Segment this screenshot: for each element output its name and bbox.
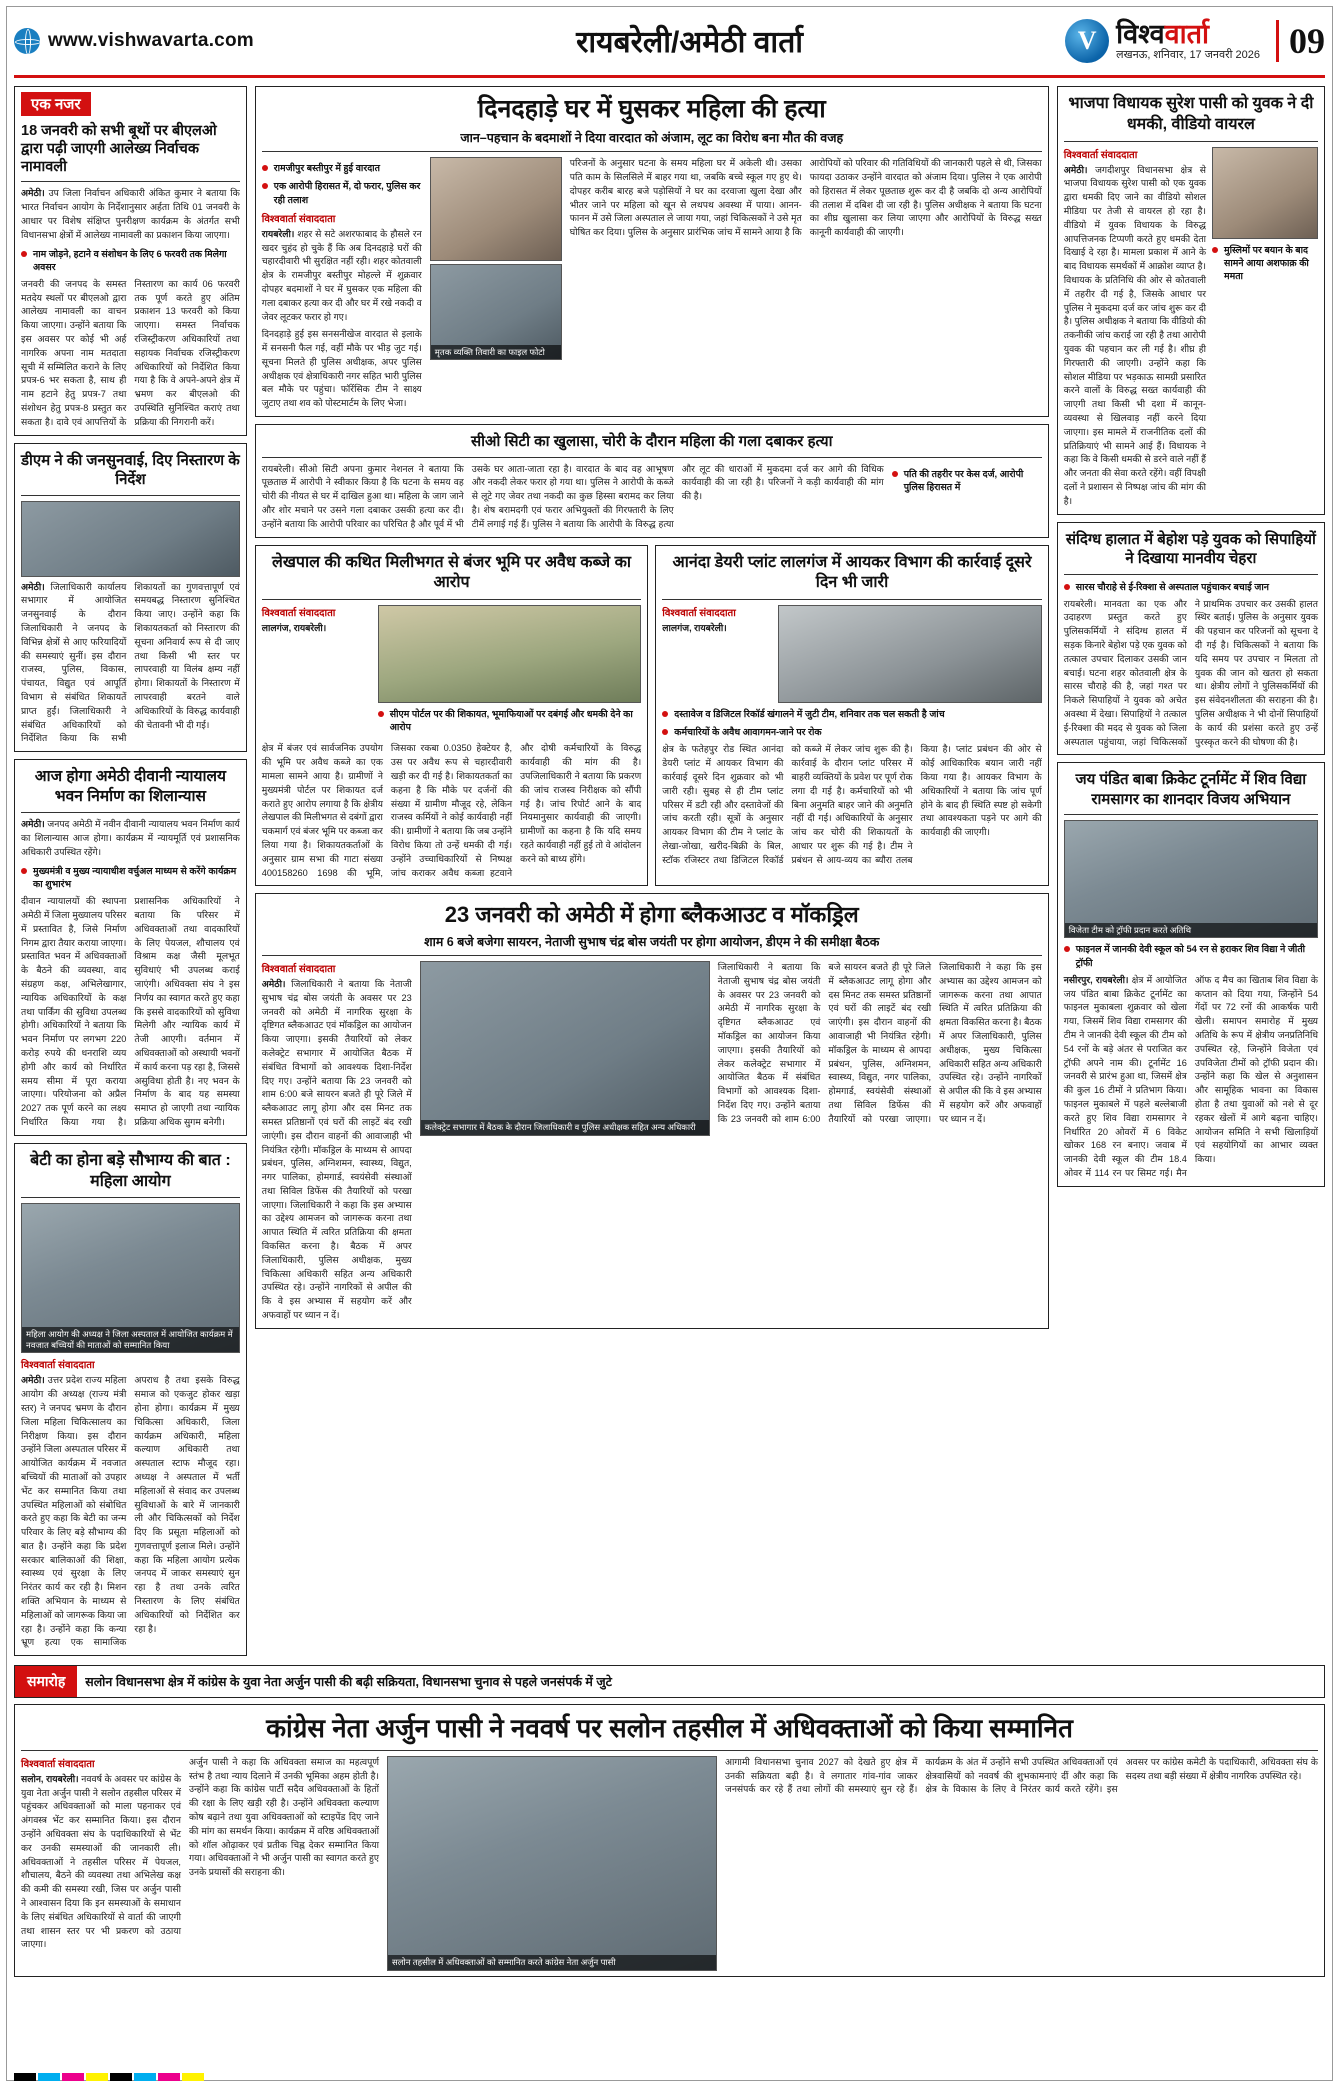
article-body: क्षेत्र में बंजर एवं सार्वजनिक उपयोग की भूमि पर अवैध कब्जे का एक मामला सामने आया है। ग्रामीणों ने मुख्यमंत्री पोर्टल पर शिकायत दर्ज कराते हुए आरोप लगाया है कि क्षेत्रीय लेखपाल की मिलीभगत से दबंगों द्वारा चकमार्ग एवं बंजर भूमि पर कब्जा कर लिया गया है। शिकायतकर्ताओं के अनुसार ग्राम सभा की गाटा संख्या 400158260 1698 की भूमि, जिसका रकबा 0.0350 हेक्टेयर है, उस पर अवैध रूप से चहारदीवारी खड़ी कर दी गई है। शिकायतकर्ता का कहना है कि मौके पर दर्जनों की संख्या में ग्रामीण मौजूद रहे, लेकिन राजस्व कर्मियों ने कोई कार्यवाही नहीं की। ग्रामीणों ने बताया कि जब उन्होंने विरोध किया तो उन्हें धमकी दी गई। उन्होंने उच्चाधिकारियों से निष्पक्ष जांच कराकर अवैध कब्जा हटवाने और दोषी कर्मचारियों के विरुद्ध कार्यवाही की मांग की है। उपजिलाधिकारी ने बताया कि प्रकरण की जांच राजस्व निरीक्षक को सौंपी गई है। जांच रिपोर्ट आने के बाद नियमानुसार कार्यवाही की जाएगी। ग्रामीणों का कहना है कि यदि समय रहते कार्यवाही नहीं हुई तो वे आंदोलन करने को बाध्य होंगे।: [261, 743, 642, 878]
headline: 23 जनवरी को अमेठी में होगा ब्लैकआउट व मॉकड्रिल: [444, 902, 859, 928]
text-column: [570, 157, 1042, 411]
headline: कांग्रेस नेता अर्जुन पासी ने नववर्ष पर सलोन तहसील में अधिवक्ताओं को किया सम्मानित: [266, 1713, 1073, 1744]
lead-paragraph: [21, 818, 240, 859]
article-body-2: दिनदहाड़े हुई इस सनसनीखेज वारदात से इलाके में सनसनी फैल गई, वहीं मौके पर भीड़ जुट गई। सूचना मिलते ही पुलिस अधीक्षक, अपर पुलिस अधीक्षक एवं क्षेत्राधिकारी नगर सहित भारी पुलिस बल मौके पर पहुंचा। फॉरेंसिक टीम ने साक्ष्य जुटाए तथा शव को पोस्टमार्टम के लिए भेजा।: [261, 329, 422, 409]
list-item: सीएम पोर्टल पर की शिकायत, भूमाफियाओं पर दबंगई और धमकी देने का आरोप: [378, 707, 641, 733]
swatch-black-2: [110, 2073, 132, 2081]
body-text: उत्तर प्रदेश राज्य महिला आयोग की अध्यक्ष (राज्य मंत्री स्तर) ने जनपद भ्रमण के दौरान जिला महिला चिकित्सालय का निरीक्षण किया। इस दौरान उन्होंने जिला अस्पताल परिसर में आयोजित कार्यक्रम में नवजात बच्चियों की माताओं को उपहार भेंट कर सम्मानित किया तथा उपस्थित महिलाओं को संबोधित करते हुए कहा कि बेटी का जन्म परिवार के लिए बड़े सौभाग्य की बात है। उन्होंने कहा कि प्रदेश सरकार बालिकाओं की शिक्षा, स्वास्थ्य एवं सुरक्षा के लिए निरंतर कार्य कर रही है। मिशन शक्ति अभियान के माध्यम से महिलाओं को जागरूक किया जा रहा है। उन्होंने कहा कि कन्या भ्रूण हत्या एक सामाजिक अपराध है तथा इसके विरुद्ध समाज को एकजुट होकर खड़ा होना होगा। कार्यक्रम में मुख्य चिकित्सा अधिकारी, जिला कार्यक्रम अधिकारी, महिला कल्याण अधिकारी तथा अस्पताल स्टाफ मौजूद रहा। अध्यक्ष ने अस्पताल में भर्ती महिलाओं से संवाद कर उपलब्ध सुविधाओं के बारे में जानकारी ली और चिकित्सकों को निर्देश दिए कि प्रसूता महिलाओं को गुणवत्तापूर्ण इलाज मिले। उन्होंने कहा कि महिला आयोग प्रत्येक जनपद में जाकर समस्याएं सुन रहा है तथा उनके त्वरित निस्तारण के लिए संबंधित अधिकारियों को निर्देशित कर रहा है।: [21, 1375, 240, 1648]
page-content: [14, 86, 1325, 1663]
photo-caption: कलेक्ट्रेट सभागार में बैठक के दौरान जिलाधिकारी व पुलिस अधीक्षक सहित अन्य अधिकारी: [421, 1120, 709, 1135]
article-layout: [262, 961, 1042, 1323]
bullet-column: [892, 463, 1042, 532]
two-article-row: [255, 545, 1049, 894]
logo-icon: V: [1065, 19, 1109, 63]
divider: [262, 955, 1042, 956]
byline: विश्ववार्ता संवाददाता: [261, 213, 336, 225]
article-ananda-dairy: [655, 545, 1048, 887]
dateline-wrap: [662, 622, 772, 636]
globe-icon: [14, 28, 40, 54]
figure-row: [21, 501, 240, 577]
bullet-list: [892, 467, 1042, 493]
masthead: [14, 10, 1325, 78]
article-body: जनवरी की जनपद के समस्त मतदेय स्थलों पर बीएलओ द्वारा आलेख्य नामावली का वाचन किया जाएगा। उन्होंने बताया कि इस अवसर पर कोई भी अर्ह नागरिक अपना नाम मतदाता सूची में सम्मिलित कराने के लिए प्रपत्र-6 भर सकता है, साथ ही नाम हटाने हेतु प्रपत्र-7 तथा संशोधन हेतु प्रपत्र-8 प्रस्तुत कर सकता है। दावे एवं आपत्तियों के निस्तारण का कार्य 06 फरवरी तक पूर्ण करते हुए अंतिम प्रकाशन 13 फरवरी को किया जाएगा। समस्त निर्वाचक रजिस्ट्रीकरण अधिकारियों तथा सहायक निर्वाचक रजिस्ट्रीकरण अधिकारियों को निर्देशित किया गया है कि वे अपने-अपने क्षेत्र में भ्रमण कर बीएलओ की उपस्थिति सुनिश्चित कराएं तथा प्रक्रिया की निगरानी करें।: [21, 278, 240, 427]
dateline-wrap: [262, 622, 372, 636]
list-item: सारस चौराहे से ई-रिक्शा से अस्पताल पहुंचाकर बचाई जान: [1064, 580, 1318, 593]
masthead-right: [1065, 19, 1325, 63]
bullet-list: [1212, 243, 1318, 282]
meta-column: [662, 605, 772, 703]
body-text: [262, 978, 412, 1323]
body-part: जिलाधिकारी ने बताया कि नेताजी सुभाष चंद्र बोस जयंती के अवसर पर 23 जनवरी को अमेठी में नागरिक सुरक्षा के दृष्टिगत ब्लैकआउट एवं मॉकड्रिल का आयोजन किया जाएगा। इसकी तैयारियों को लेकर कलेक्ट्रेट सभागार में आयोजित बैठक में संबंधित विभागों को आवश्यक दिशा-निर्देश दिए गए। उन्होंने बताया कि 23 जनवरी को शाम 6:00 बजे सायरन बजते ही पूरे जिले में ब्लैकआउट लागू होगा और दस मिनट तक समस्त प्रतिष्ठानों एवं घरों की लाइटें बंद रखी जाएंगी। इस दौरान वाहनों की आवाजाही भी नियंत्रित रहेगी। मॉकड्रिल के माध्यम से आपदा प्रबंधन, पुलिस, अग्निशमन, स्वास्थ्य, विद्युत, नगर पालिका, होमगार्ड, स्वयंसेवी संस्थाओं तथा सिविल डिफेंस की तैयारियों को परखा जाएगा। जिलाधिकारी ने कहा कि इस अभ्यास का उद्देश्य आमजन को जागरूक करना तथा आपात स्थिति में त्वरित प्रतिक्रिया की क्षमता विकसित करना है। बैठक में अपर जिलाधिकारी, पुलिस अधीक्षक, मुख्य चिकित्सा अधिकारी सहित अन्य अधिकारी उपस्थित रहे। उन्होंने नागरिकों से अपील की कि वे इस अभ्यास में सहयोग करें और अफवाहों पर ध्यान न दें।: [261, 978, 412, 1321]
photo-caption: विजेता टीम को ट्रॉफी प्रदान करते अतिथि: [1065, 923, 1317, 938]
divider: [21, 495, 240, 496]
article-layout: [262, 463, 1042, 532]
swatch-cyan-2: [134, 2073, 156, 2081]
swatch-magenta: [62, 2073, 84, 2081]
list-item: एक आरोपी हिरासत में, दो फरार, पुलिस कर रही तलाश: [262, 179, 422, 205]
divider: [1064, 814, 1318, 815]
list-item: पति की तहरीर पर केस दर्ज, आरोपी पुलिस हिरासत में: [892, 467, 1042, 493]
edition-line: लखनऊ, शनिवार, 17 जनवरी 2026: [1116, 48, 1260, 61]
article-blackout: [255, 893, 1049, 1328]
list-item: मुस्लिमों पर बयान के बाद सामने आया अशफाक़ की ममता: [1212, 243, 1318, 282]
article-lekhpal: [255, 545, 648, 887]
color-registration-bar: [14, 2073, 204, 2081]
dateline: अमेठी।: [261, 978, 286, 989]
article-court-building: [14, 759, 247, 1136]
divider: [262, 599, 641, 600]
body-text: शहर से सटे अशरफाबाद के हौसले रन खदर चुहंद हो चुके हैं कि अब दिनदहाड़े घरों की चहारदीवारी भी सुरक्षित नहीं रही। शहर कोतवाली क्षेत्र के रामजीपुर बस्तीपुर मोहल्ले में शुक्रवार दोपहर बदमाशों ने घर में घुसकर एक महिला की गला दबाकर हत्या कर दी और घर में रखे नकदी व जेवर लूटकर फरार हो गए।: [261, 228, 422, 322]
headline: आज होगा अमेठी दीवानी न्यायालय भवन निर्माण का शिलान्यास: [34, 768, 227, 806]
headline: संदिग्ध हालात में बेहोश पड़े युवक को सिपाहियों ने दिखाया मानवीय चेहरा: [1065, 530, 1316, 568]
headline: बेटी का होना बड़े सौभाग्य की बात : महिला आयोग: [30, 1151, 231, 1190]
bullet-list: [378, 707, 641, 733]
bullet-list: [21, 247, 240, 273]
headline: आनंदा डेयरी प्लांट लालगंज में आयकर विभाग की कार्रवाई दूसरे दिन भी जारी: [672, 553, 1032, 592]
byline: विश्ववार्ता संवाददाता: [21, 1758, 95, 1770]
article-layout: [262, 605, 641, 738]
figure-column: [778, 605, 1041, 703]
article-body-1: [262, 228, 422, 325]
article-body: जिलाधिकारी ने बताया कि नेताजी सुभाष चंद्र बोस जयंती के अवसर पर 23 जनवरी को अमेठी में नागरिक सुरक्षा के दृष्टिगत ब्लैकआउट एवं मॉकड्रिल का आयोजन किया जाएगा। इसकी तैयारियों को लेकर कलेक्ट्रेट सभागार में आयोजित बैठक में संबंधित विभागों को आवश्यक दिशा-निर्देश दिए गए। उन्होंने बताया कि 23 जनवरी को शाम 6:00 बजे सायरन बजते ही पूरे जिले में ब्लैकआउट लागू होगा और दस मिनट तक समस्त प्रतिष्ठानों एवं घरों की लाइटें बंद रखी जाएंगी। इस दौरान वाहनों की आवाजाही भी नियंत्रित रहेगी। मॉकड्रिल के माध्यम से आपदा प्रबंधन, पुलिस, अग्निशमन, स्वास्थ्य, विद्युत, नगर पालिका, होमगार्ड, स्वयंसेवी संस्थाओं तथा सिविल डिफेंस की तैयारियों को परखा जाएगा। जिलाधिकारी ने कहा कि इस अभ्यास का उद्देश्य आमजन को जागरूक करना तथा आपात स्थिति में त्वरित प्रतिक्रिया की क्षमता विकसित करना है। बैठक में अपर जिलाधिकारी, पुलिस अधीक्षक, मुख्य चिकित्सा अधिकारी सहित अन्य अधिकारी उपस्थित रहे। उन्होंने नागरिकों से अपील की कि वे इस अभ्यास में सहयोग करें और अफवाहों पर ध्यान न दें।: [717, 961, 1042, 1124]
article-body-2: अर्जुन पासी ने कहा कि अधिवक्ता समाज का महत्वपूर्ण स्तंभ है तथा न्याय दिलाने में उनकी भूमिका अहम होती है। उन्होंने कहा कि कांग्रेस पार्टी सदैव अधिवक्ताओं के हितों की रक्षा के लिए खड़ी रही है। उन्होंने अधिवक्ता कल्याण कोष बढ़ाने तथा युवा अधिवक्ताओं को स्टाइपेंड दिए जाने की मांग का समर्थन किया। कार्यक्रम में वरिष्ठ अधिवक्ताओं को शॉल ओढ़ाकर एवं प्रतीक चिह्न देकर सम्मानित किया गया। अधिवक्ताओं ने भी अर्जुन पासी का स्वागत करते हुए उनके प्रयासों की सराहना की।: [189, 1756, 379, 1878]
article-dm-jansunwai: [14, 443, 247, 753]
middle-column: [255, 86, 1049, 1663]
article-body: क्षेत्र के फतेहपुर रोड स्थित आनंदा डेयरी प्लांट में आयकर विभाग की कार्रवाई दूसरे दिन शुक्रवार को भी जारी रही। सुबह से ही टीम प्लांट परिसर में डटी रही और दस्तावेजों की जांच करती रही। सूत्रों के अनुसार आयकर विभाग की टीम ने प्लांट के लेखा-जोखा, खरीद-बिक्री के बिल, स्टॉक रजिस्टर तथा डिजिटल रिकॉर्ड को कब्जे में लेकर जांच शुरू की है। कार्रवाई के दौरान प्लांट परिसर में बाहरी व्यक्तियों के प्रवेश पर पूर्ण रोक लगा दी गई है। कर्मचारियों को भी बिना अनुमति बाहर जाने की अनुमति नहीं दी गई। अधिकारियों के अनुसार जांच कर चोरी की शिकायतों के आधार पर शुरू की गई है। टीम ने प्रबंधन से आय-व्यय का ब्यौरा तलब किया है। प्लांट प्रबंधन की ओर से कोई आधिकारिक बयान जारी नहीं किया गया है। आयकर विभाग के अधिकारियों ने बताया कि जांच पूर्ण होने के बाद ही स्थिति स्पष्ट हो सकेगी तथा आवश्यकता पड़ने पर आगे की कार्यवाही की जाएगी।: [662, 744, 1042, 865]
dateline: अमेठी।: [21, 188, 45, 199]
crime-scene-photo: [430, 264, 562, 360]
photo-caption: सलोन तहसील में अधिवक्ताओं को सम्मानित करते कांग्रेस नेता अर्जुन पासी: [388, 1955, 716, 1970]
figure-column: [1212, 147, 1318, 509]
page-title: रायबरेली/अमेठी वार्ता: [576, 26, 804, 59]
body-text: जिलाधिकारी कार्यालय सभागार में आयोजित जनसुनवाई के दौरान जिलाधिकारी ने जनपद के विभिन्न क्षेत्रों से आए फरियादियों की समस्याएं सुनीं। इस दौरान राजस्व, पुलिस, विकास, पंचायत, विद्युत एवं आपूर्ति विभाग से संबंधित शिकायतें प्राप्त हुईं। जिलाधिकारी ने संबंधित अधिकारियों को निर्देशित किया कि सभी शिकायतों का गुणवत्तापूर्ण एवं समयबद्ध निस्तारण सुनिश्चित किया जाए। उन्होंने कहा कि शिकायतकर्ता को निस्तारण की सूचना अनिवार्य रूप से दी जाए तथा किसी भी स्तर पर लापरवाही या विलंब क्षम्य नहीं होगा। शिकायतों के निस्तारण में लापरवाही बरतने वाले अधिकारियों के विरुद्ध कार्यवाही की चेतावनी भी दी गई।: [21, 581, 240, 744]
bullet-list: [1064, 580, 1318, 593]
subheadline: जान–पहचान के बदमाशों ने दिया वारदात को अंजाम, लूट का विरोध बना मौत की वजह: [460, 131, 844, 146]
strip-tag: समारोह: [15, 1666, 77, 1697]
article-body: [21, 581, 240, 747]
dateline: लालगंज, रायबरेली।: [261, 623, 327, 634]
page-number: 09: [1276, 20, 1325, 62]
brand-name: विश्ववार्ता: [1116, 18, 1210, 49]
article-bjp-mla: [1057, 86, 1325, 515]
article-ceo-city: [255, 424, 1049, 537]
body-text: क्षेत्र में आयोजित जय पंडित बाबा क्रिकेट टूर्नामेंट का फाइनल मुकाबला शुक्रवार को खेला गया, जिसमें शिव विद्या रामसागर की टीम ने जानकी देवी स्कूल की टीम को 54 रनों के बड़े अंतर से पराजित कर ट्रॉफी अपने नाम की। टूर्नामेंट 16 जनवरी से प्रारंभ हुआ था, जिसमें क्षेत्र की कुल 16 टीमों ने प्रतिभाग किया। फाइनल मुकाबले में पहले बल्लेबाजी करते हुए शिव विद्या रामसागर ने निर्धारित 20 ओवरों में 6 विकेट खोकर 168 रन बनाए। जवाब में जानकी देवी स्कूल की टीम 18.4 ओवर में 114 रन पर सिमट गई। मैन ऑफ द मैच का खिताब शिव विद्या के कप्तान को दिया गया, जिन्होंने 54 गेंदों पर 72 रनों की आकर्षक पारी खेली। समापन समारोह में मुख्य अतिथि के रूप में क्षेत्रीय जनप्रतिनिधि उपस्थित रहे, जिन्होंने विजेता एवं उपविजेता टीमों को ट्रॉफी प्रदान की। उन्होंने कहा कि खेल से अनुशासन और सामूहिक भावना का विकास होता है तथा युवाओं को नशे से दूर रहकर खेलों में आगे बढ़ना चाहिए। आयोजन समिति ने सभी खिलाड़ियों एवं सहयोगियों का आभार व्यक्त किया।: [1063, 974, 1318, 1178]
byline: विश्ववार्ता संवाददाता: [261, 608, 336, 620]
dateline: रायबरेली।: [261, 228, 295, 239]
swatch-yellow: [86, 2073, 108, 2081]
article-cricket: [1057, 762, 1325, 1186]
divider: [262, 457, 1042, 458]
headline: सीओ सिटी का खुलासा, चोरी के दौरान महिला की गला दबाकर हत्या: [470, 433, 833, 451]
headline: डीएम ने की जनसुनवाई, दिए निस्तारण के निर्देश: [21, 451, 240, 489]
bullet-list: [262, 161, 422, 205]
divider: [262, 151, 1042, 152]
article-photo: [378, 605, 641, 703]
article-photo: [387, 1756, 717, 1971]
article-layout: [21, 1756, 1318, 1971]
photo-caption: मृतक व्यक्ति तिवारी का फाइल फोटो: [431, 345, 561, 360]
swatch-yellow-2: [182, 2073, 204, 2081]
logo-text: [1116, 20, 1260, 62]
article-arjun-pasi: [14, 1704, 1325, 1977]
article-layout: [262, 157, 1042, 411]
text-column-2: [725, 1756, 1318, 1971]
article-photo: [778, 605, 1041, 703]
figure-column: [378, 605, 641, 738]
article-body-3: परिजनों के अनुसार घटना के समय महिला घर में अकेली थी। उसका पति काम के सिलसिले में बाहर गया था, जबकि बच्चे स्कूल गए हुए थे। दोपहर करीब बारह बजे पड़ोसियों ने घर का दरवाजा खुला देखा और भीतर जाने पर महिला को खून से लथपथ अवस्था में पाया। आनन-फानन में उसे जिला अस्पताल ले जाया गया, जहां चिकित्सकों ने उसे मृत घोषित कर दिया। पुलिस के अनुसार प्रारंभिक जांच में सामने आया है कि आरोपियों को परिवार की गतिविधियों की जानकारी पहले से थी, जिसका फायदा उठाकर उन्होंने वारदात को अंजाम दिया। पुलिस ने एक आरोपी को हिरासत में लेकर पूछताछ शुरू कर दी है जबकि दो अन्य आरोपियों की तलाश में दबिश दी जा रही है। पुलिस अधीक्षक ने बताया कि घटना का शीघ्र खुलासा कर लिया जाएगा और आरोपियों के विरुद्ध सख्त कानूनी कार्यवाही की जाएगी।: [569, 158, 1042, 238]
list-item: नाम जोड़ने, हटाने व संशोधन के लिए 6 फरवरी तक मिलेगा अवसर: [21, 247, 240, 273]
subheadline: शाम 6 बजे बजेगा सायरन, नेताजी सुभाष चंद्र बोस जयंती पर होगा आयोजन, डीएम ने की समीक्षा बैठक: [424, 934, 880, 949]
figure-column: [387, 1756, 717, 1971]
dateline: अमेठी।: [21, 581, 45, 592]
strip-text: सलोन विधानसभा क्षेत्र में कांग्रेस के युवा नेता अर्जुन पासी की बढ़ी सक्रियता, विधानसभा चुनाव से पहले जनसंपर्क में जुटे: [85, 1675, 612, 1690]
text-column: [1064, 147, 1206, 509]
masthead-left: [14, 28, 314, 54]
mla-photo: [1212, 147, 1318, 239]
article-body-3: आगामी विधानसभा चुनाव 2027 को देखते हुए क्षेत्र में उनकी सक्रियता बढ़ी है। वे लगातार गांव-गांव जाकर जनसंपर्क कर रहे हैं तथा लोगों की समस्याएं सुन रहे हैं। कार्यक्रम के अंत में उन्होंने सभी उपस्थित अधिवक्ताओं एवं क्षेत्रवासियों को नववर्ष की शुभकामनाएं दीं और कहा कि क्षेत्र के विकास के लिए वे निरंतर कार्य करते रहेंगे। इस अवसर पर कांग्रेस कमेटी के पदाधिकारी, अधिवक्ता संघ के सदस्य तथा बड़ी संख्या में क्षेत्रीय नागरिक उपस्थित रहे।: [725, 1756, 1318, 1795]
article-photo: [21, 501, 240, 577]
bullet-list: [662, 707, 1041, 738]
meta-column: [262, 605, 372, 738]
swatch-magenta-2: [158, 2073, 180, 2081]
article-photo: [21, 1203, 240, 1353]
divider: [21, 812, 240, 813]
article-body: दीवान न्यायालयों की स्थापना अमेठी में जिला मुख्यालय परिसर में प्रस्तावित है, जिसे निर्माण निगम द्वारा तैयार कराया जाएगा। प्रस्तावित भवन में अधिवक्ताओं के बैठने की व्यवस्था, वाद संग्रहण कक्ष, अभिलेखागार, न्यायिक अधिकारियों के कक्ष तथा पार्किंग की सुविधा उपलब्ध होगी। अधिकारियों ने बताया कि भवन निर्माण पर लगभग 220 करोड़ रुपये की धनराशि व्यय होगी और कार्य को निर्धारित समय सीमा में पूरा कराया जाएगा। परियोजना को अप्रैल 2027 तक पूर्ण करने का लक्ष्य निर्धारित किया गया है। प्रशासनिक अधिकारियों ने बताया कि परिसर में अधिवक्ताओं तथा वादकारियों के लिए पेयजल, शौचालय एवं विश्राम कक्ष जैसी मूलभूत सुविधाएं भी उपलब्ध कराई जाएंगी। अधिवक्ता संघ ने इस निर्णय का स्वागत करते हुए कहा कि इससे वादकारियों को सुविधा मिलेगी और न्यायिक कार्य में तेजी आएगी। वर्तमान में अधिवक्ताओं को अस्थायी भवनों में कार्य करना पड़ रहा है, जिससे असुविधा होती है। नए भवन के निर्माण के बाद यह समस्या समाप्त हो जाएगी तथा न्यायिक प्रक्रिया अधिक सुगम बनेगी।: [21, 896, 240, 1127]
byline: विश्ववार्ता संवाददाता: [662, 608, 736, 620]
article-ek-nazar: [14, 86, 247, 436]
figure-column: [420, 961, 710, 1323]
divider: [21, 1197, 240, 1198]
article-body: [1064, 974, 1318, 1181]
list-item: फाइनल में जानकी देवी स्कूल को 54 रन से हराकर शिव विद्या ने जीती ट्रॉफी: [1064, 942, 1318, 968]
article-body: [21, 1374, 240, 1650]
dateline: अमेठी।: [1063, 164, 1088, 175]
byline: विश्ववार्ता संवाददाता: [1063, 149, 1138, 161]
left-column: [14, 86, 247, 1663]
headline: भाजपा विधायक सुरेश पासी को युवक ने दी धमकी, वीडियो वायरल: [1068, 95, 1314, 133]
list-item: मुख्यमंत्री व मुख्य न्यायाधीश वर्चुअल माध्यम से करेंगे कार्यक्रम का शुभारंभ: [21, 864, 240, 890]
byline: विश्ववार्ता संवाददाता: [261, 963, 336, 975]
bullet-list: [1064, 942, 1318, 968]
dateline: अमेठी।: [21, 819, 45, 830]
logo: [1065, 19, 1260, 63]
divider: [662, 599, 1041, 600]
byline: विश्ववार्ता संवाददाता: [21, 1360, 95, 1372]
website-url[interactable]: www.vishwavarta.com: [48, 29, 254, 51]
headline: लेखपाल की कथित मिलीभगत से बंजर भूमि पर अवैध कब्जे का आरोप: [272, 553, 632, 592]
article-body: रायबरेली। सीओ सिटी अपना कुमार नेशनल ने बताया कि पूछताछ में आरोपी ने स्वीकार किया है कि घटना के समय वह चोरी की नीयत से घर में दाखिल हुआ था। महिला के जाग जाने और शोर मचाने पर उसने गला दबाकर उसकी हत्या कर दी। उन्होंने बताया कि आरोपी परिवार का परिचित है और पूर्व में भी उसके घर आता-जाता रहा है। वारदात के बाद वह आभूषण और नकदी लेकर फरार हो गया था। पुलिस ने आरोपी के कब्जे से लूटे गए जेवर तथा नकदी का कुछ हिस्सा बरामद कर लिया है। शेष बरामदगी एवं फरार अभियुक्तों की गिरफ्तारी के लिए टीमें लगाई गई हैं। पुलिस ने बताया कि आरोपी के विरुद्ध हत्या और लूट की धाराओं में मुकदमा दर्ज कर आगे की विधिक कार्यवाही की जा रही है। परिजनों ने कड़ी कार्यवाही की मांग की है।: [261, 463, 884, 529]
lead-paragraph: [21, 187, 240, 242]
body-text: जगदीशपुर विधानसभा क्षेत्र से भाजपा विधायक सुरेश पासी को एक युवक द्वारा धमकी दिए जाने का वीडियो सोशल मीडिया पर तेजी से वायरल हो रहा है। वीडियो में युवक विधायक के विरुद्ध आपत्तिजनक टिप्पणी करते हुए धमकी देता दिखाई दे रहा है। मामला प्रकाश में आने के बाद विधायक समर्थकों में आक्रोश व्याप्त है। विधायक के प्रतिनिधि की ओर से कोतवाली में तहरीर दी गई है, जिसके आधार पर पुलिस ने मुकदमा दर्ज कर जांच शुरू कर दी है। पुलिस अधीक्षक ने बताया कि वीडियो की तकनीकी जांच कराई जा रही है तथा आरोपी युवक की पहचान कर ली गई है। शीघ्र ही गिरफ्तारी की जाएगी। उन्होंने कहा कि सोशल मीडिया पर भड़काऊ सामग्री प्रसारित करने वालों के विरुद्ध सख्त कार्यवाही की जाएगी तथा किसी भी दशा में कानून-व्यवस्था से खिलवाड़ नहीं करने दिया जाएगा। इस मामले में राजनीतिक दलों की प्रतिक्रियाएं भी सामने आई हैं। विधायक ने कहा कि वे किसी धमकी से डरने वाले नहीं हैं और जनता की सेवा करते रहेंगे। वहीं विपक्षी दलों ने प्रशासन से निष्पक्ष जांच की मांग की है।: [1063, 164, 1206, 506]
lead-text: उप जिला निर्वाचन अधिकारी अंकित कुमार ने बताया कि भारत निर्वाचन आयोग के निर्देशानुसार अर्हता तिथि 01 जनवरी के आधार पर विशेष संक्षिप्त पुनरीक्षण कार्यक्रम के अंतर्गत सभी विधानसभा क्षेत्रों में आलेख्य नामावली का प्रकाशन किया जाएगा।: [21, 188, 240, 240]
meta-column: [21, 1756, 181, 1971]
article-murder-main: [255, 86, 1049, 417]
section-label-ek-nazar: एक नजर: [21, 92, 91, 116]
section-strip: [14, 1665, 1325, 1698]
swatch-black: [14, 2073, 36, 2081]
headline: दिनदहाड़े घर में घुसकर महिला की हत्या: [477, 95, 826, 123]
victim-photo: [430, 157, 562, 261]
divider: [21, 1750, 1318, 1751]
bullet-list: [21, 864, 240, 890]
meta-column: [262, 961, 412, 1323]
swatch-cyan: [38, 2073, 60, 2081]
article-layout: [662, 605, 1041, 703]
list-item: दस्तावेज व डिजिटल रिकॉर्ड खंगालने में जुटी टीम, शनिवार तक चल सकती है जांच: [662, 707, 1041, 720]
dateline: सलोन, रायबरेली।: [21, 1773, 79, 1784]
lead-text: जनपद अमेठी में नवीन दीवानी न्यायालय भवन निर्माण कार्य का शिलान्यास आज होगा। कार्यक्रम में न्यायमूर्ति एवं प्रशासनिक अधिकारी उपस्थित रहेंगे।: [21, 819, 240, 858]
dateline: नसीरपुर, रायबरेली।: [1063, 974, 1129, 985]
article-unconscious-youth: [1057, 522, 1325, 756]
article-body: [1064, 164, 1206, 509]
text-column: [718, 961, 1042, 1323]
article-photo: [1064, 820, 1318, 938]
photo-caption: महिला आयोग की अध्यक्ष ने जिला अस्पताल में आयोजित कार्यक्रम में नवजात बच्चियों की माताओं को सम्मानित किया: [22, 1327, 239, 1352]
divider: [21, 181, 240, 182]
divider: [1064, 574, 1318, 575]
article-layout: [1064, 147, 1318, 509]
dateline: लालगंज, रायबरेली।: [662, 623, 727, 634]
text-column: [189, 1756, 379, 1971]
body-text: नववर्ष के अवसर पर कांग्रेस के युवा नेता अर्जुन पासी ने सलोन तहसील परिसर में पहुंचकर अधिवक्ताओं को माला पहनाकर एवं अंगवस्त्र भेंट कर सम्मानित किया। इस दौरान उन्होंने अधिवक्ता संघ के पदाधिकारियों से भेंट कर उनकी समस्याओं की जानकारी ली। अधिवक्ताओं ने तहसील परिसर में पेयजल, शौचालय, बैठने की व्यवस्था तथा अभिलेख कक्ष की कमी की समस्या रखी, जिस पर अर्जुन पासी ने आश्वासन दिया कि इन समस्याओं के समाधान के लिए संबंधित अधिकारियों से वार्ता की जाएगी तथा शासन स्तर पर भी प्रकरण को उठाया जाएगा।: [21, 1773, 181, 1950]
article-mahila-aayog: [14, 1143, 247, 1657]
divider: [1064, 141, 1318, 142]
bottom-story: [14, 1665, 1325, 1977]
bullet-column: [262, 157, 422, 411]
figure-column: [430, 157, 562, 411]
right-column: [1057, 86, 1325, 1663]
dateline: अमेठी।: [21, 1375, 45, 1386]
list-item: कर्मचारियों के अवैध आवागमन-जाने पर रोक: [662, 725, 1041, 738]
article-body-1: [21, 1773, 181, 1952]
headline: 18 जनवरी को सभी बूथों पर बीएलओ द्वारा पढ़ी जाएगी आलेख्य निर्वाचक नामावली: [21, 123, 217, 176]
list-item: रामजीपुर बस्तीपुर में हुई वारदात: [262, 161, 422, 174]
article-photo: [420, 961, 710, 1136]
article-body: रायबरेली। मानवता का एक और उदाहरण प्रस्तुत करते हुए पुलिसकर्मियों ने संदिग्ध हालत में सड़क किनारे बेहोश पड़े एक युवक को तत्काल उपचार दिलाकर उसकी जान बचाई। घटना शहर कोतवाली क्षेत्र के सारस चौराहे की है, जहां गश्त पर निकले सिपाहियों ने युवक को अचेत अवस्था में देखा। सिपाहियों ने तत्काल ई-रिक्शा की मदद से युवक को जिला अस्पताल पहुंचाया, जहां चिकित्सकों ने प्राथमिक उपचार कर उसकी हालत स्थिर बताई। पुलिस के अनुसार युवक की पहचान कर परिजनों को सूचना दे दी गई है। चिकित्सकों ने बताया कि यदि समय पर उपचार न मिलता तो युवक की जान को खतरा हो सकता था। क्षेत्रीय लोगों ने पुलिसकर्मियों की इस संवेदनशीलता की सराहना की है। पुलिस अधीक्षक ने भी दोनों सिपाहियों के कार्य की प्रशंसा करते हुए उन्हें पुरस्कृत करने की घोषणा की है।: [1063, 598, 1318, 747]
headline: जय पंडित बाबा क्रिकेट टूर्नामेंट में शिव विद्या रामसागर का शानदार विजय अभियान: [1075, 771, 1307, 808]
